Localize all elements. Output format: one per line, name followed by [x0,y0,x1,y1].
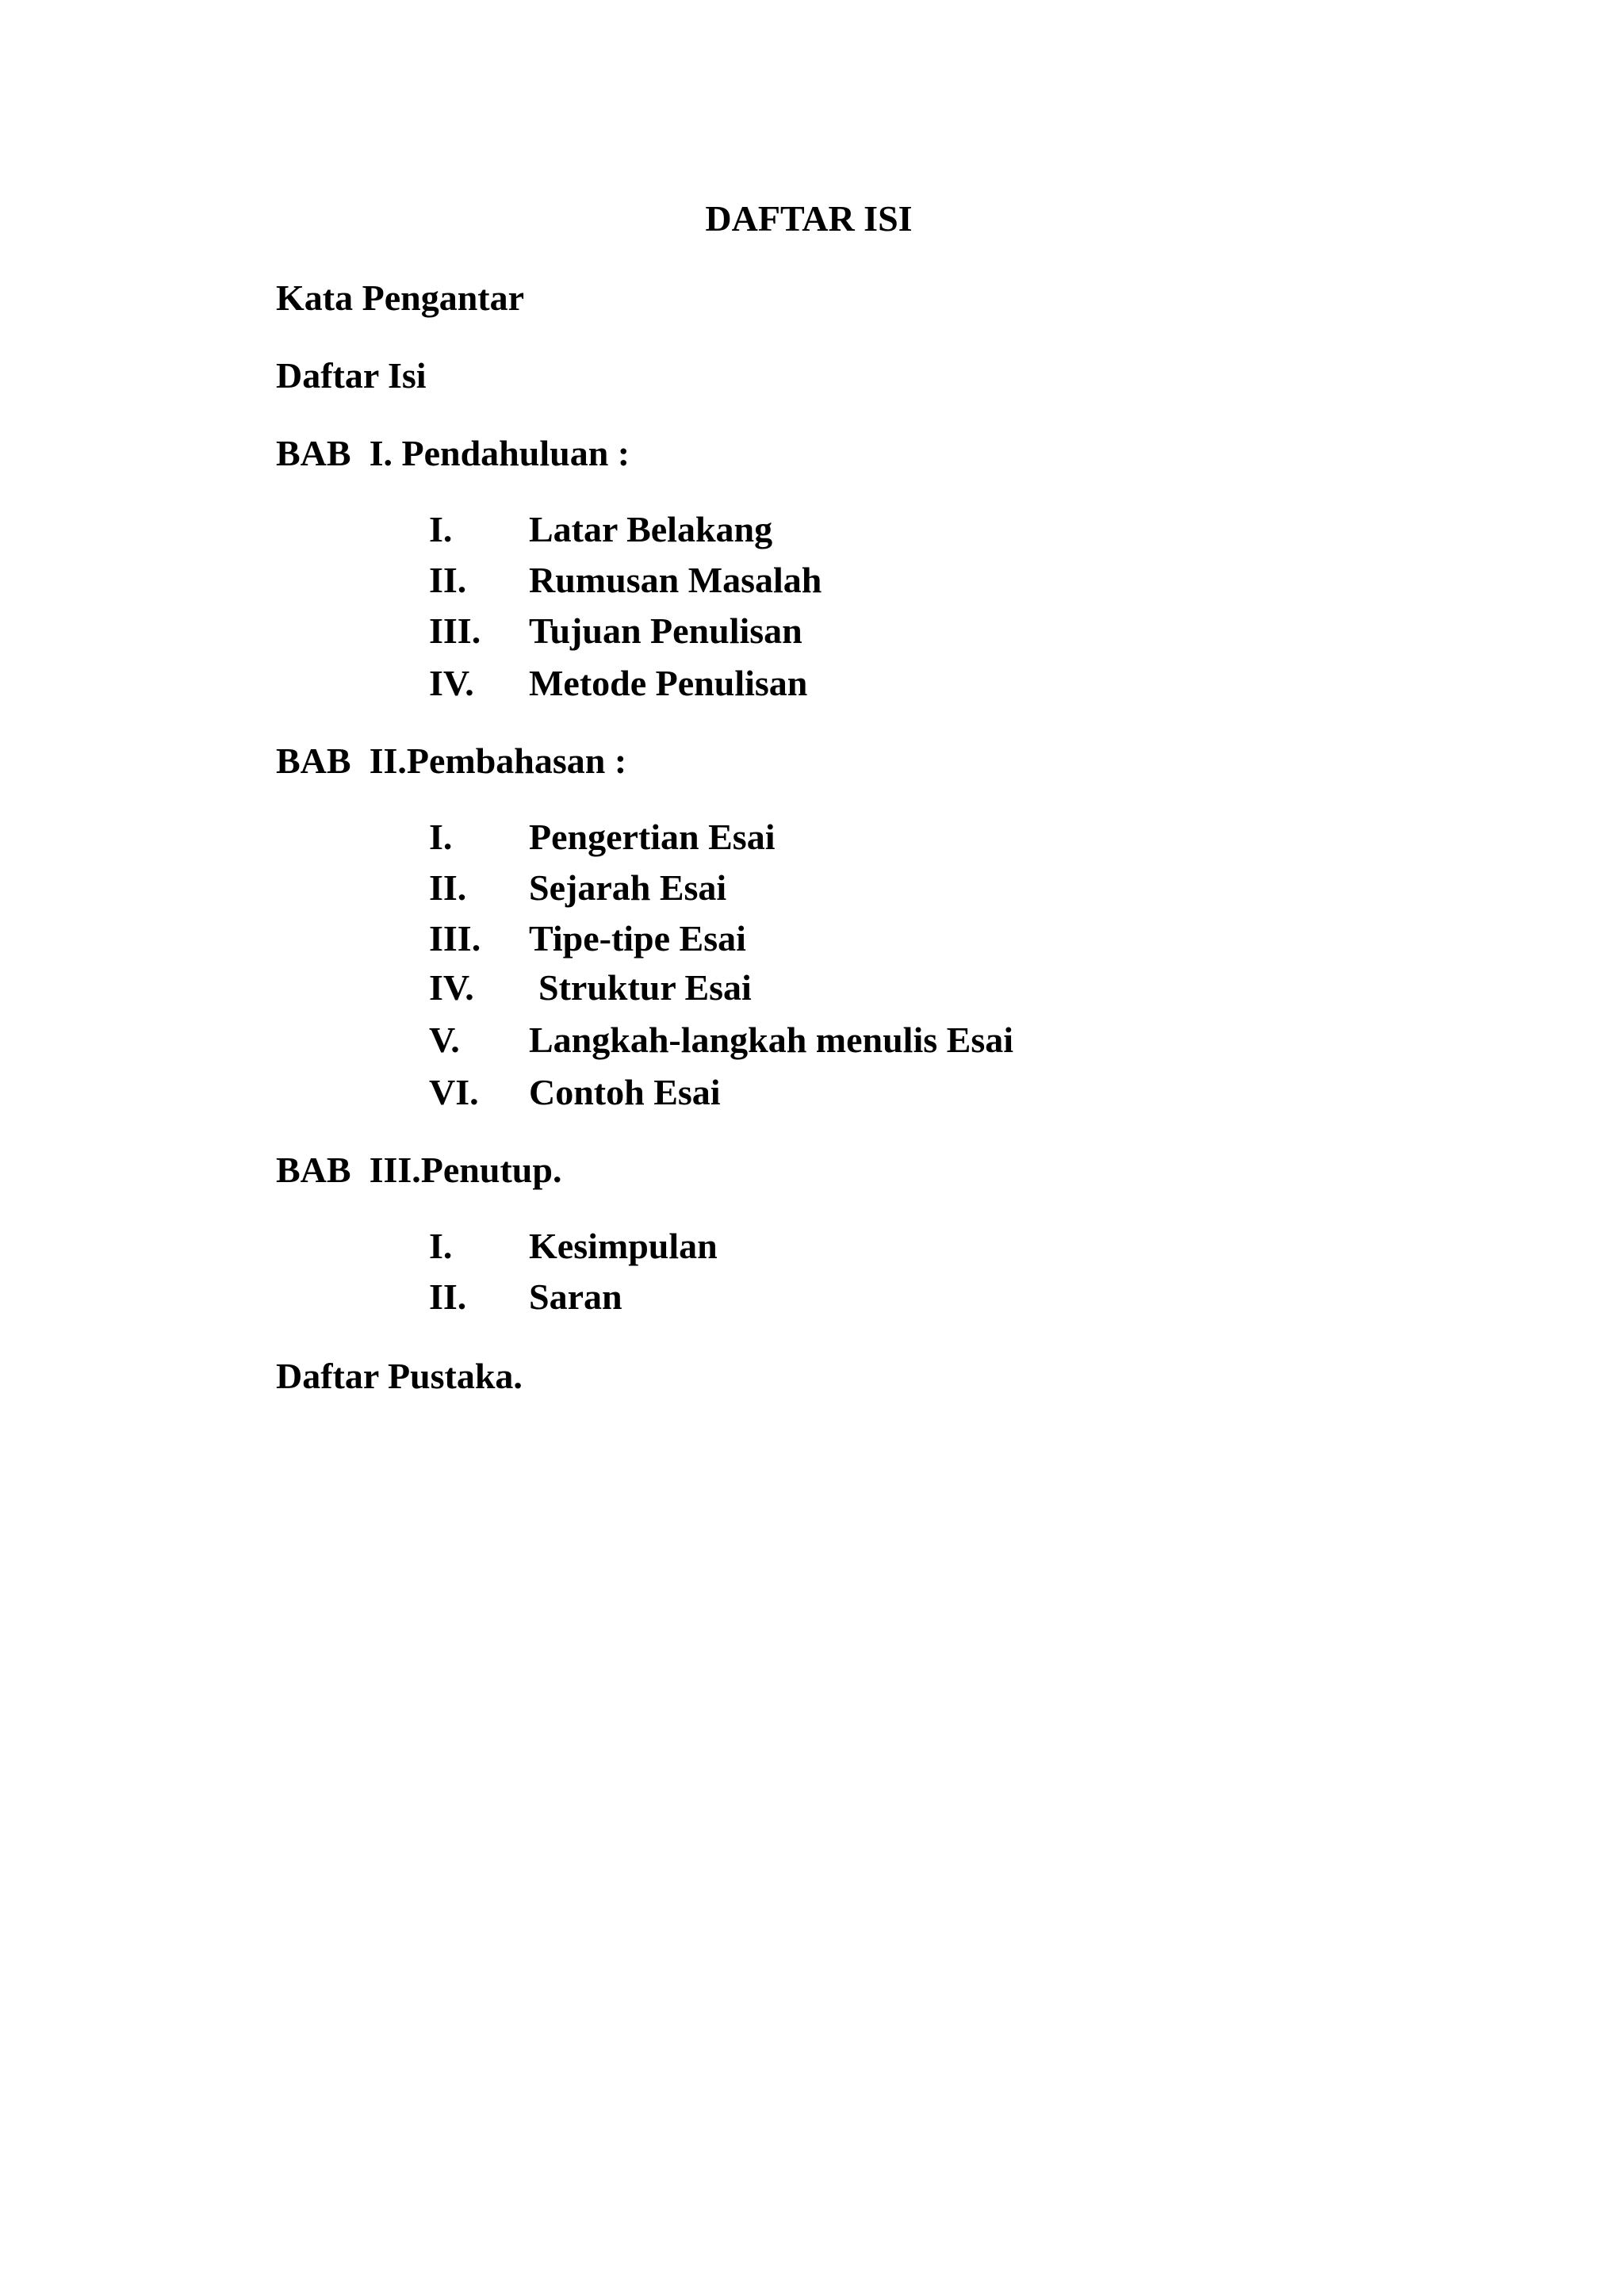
toc-entry-daftar-pustaka: Daftar Pustaka. [276,1356,523,1396]
toc-item-number: I. [429,1226,453,1266]
toc-item-label: Struktur Esai [538,967,752,1008]
toc-item-number: II. [429,560,467,600]
toc-item-label: Contoh Esai [529,1072,721,1112]
toc-item-label: Sejarah Esai [529,867,727,908]
toc-item-label: Langkah-langkah menulis Esai [529,1020,1014,1060]
toc-item-label: Latar Belakang [529,509,773,549]
toc-item-number: II. [429,867,467,908]
toc-item-label: Tipe-tipe Esai [529,918,746,959]
toc-item-number: III. [429,918,481,959]
toc-item-number: V. [429,1020,460,1060]
toc-item-number: VI. [429,1072,479,1112]
toc-item-label: Rumusan Masalah [529,560,822,600]
page-title: DAFTAR ISI [705,198,913,239]
toc-item-number: III. [429,610,481,651]
chapter-heading-bab-3: BAB III.Penutup. [276,1150,562,1190]
toc-item-number: IV. [429,967,474,1008]
chapter-heading-bab-1: BAB I. Pendahuluan : [276,433,630,473]
toc-item-label: Pengertian Esai [529,817,776,857]
toc-item-label: Tujuan Penulisan [529,610,802,651]
toc-item-label: Metode Penulisan [529,663,808,703]
toc-item-number: II. [429,1276,467,1317]
chapter-heading-bab-2: BAB II.Pembahasan : [276,740,627,781]
toc-item-label: Kesimpulan [529,1226,718,1266]
toc-entry-daftar-isi: Daftar Isi [276,355,427,396]
toc-item-number: I. [429,509,453,549]
toc-item-number: IV. [429,663,474,703]
toc-item-number: I. [429,817,453,857]
toc-item-label: Saran [529,1276,622,1317]
toc-entry-kata-pengantar: Kata Pengantar [276,277,525,318]
